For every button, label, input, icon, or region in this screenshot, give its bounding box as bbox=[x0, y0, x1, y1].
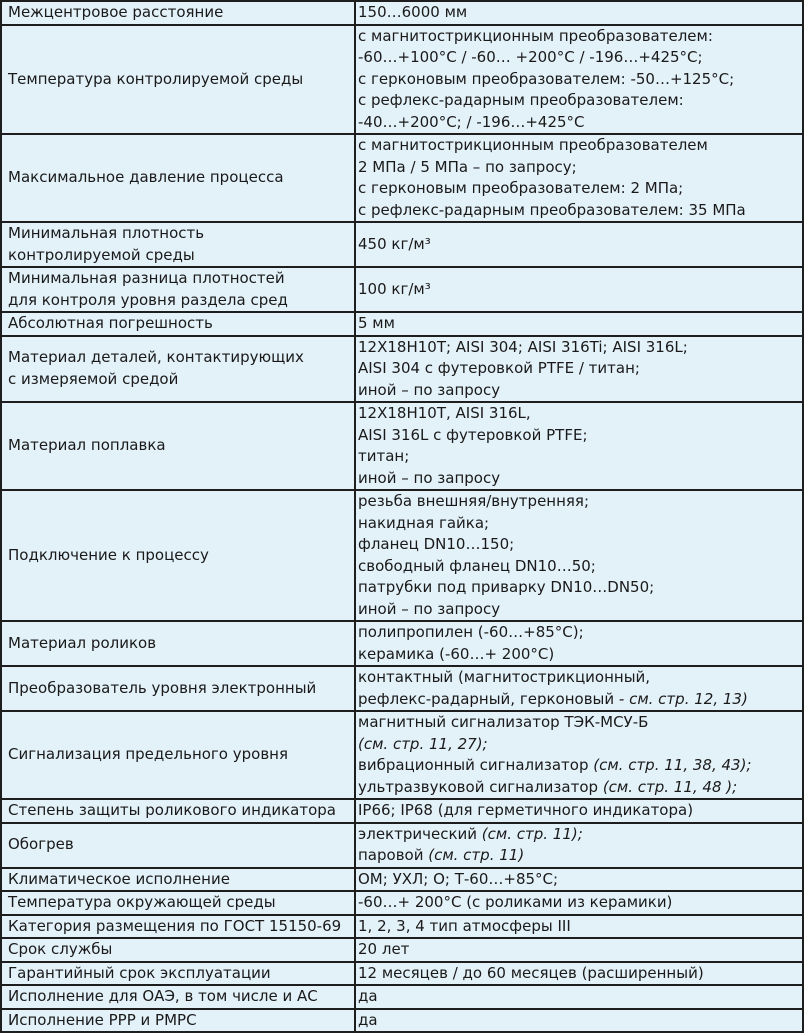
parameter-name-line: Подключение к процессу bbox=[8, 545, 209, 564]
value-text: AISI 316L с футеровкой PTFE; bbox=[358, 425, 588, 444]
value-text: контактный (магнитострикционный, bbox=[358, 668, 651, 686]
spec-row bbox=[1, 938, 803, 962]
spec-value-cell bbox=[355, 823, 803, 868]
spec-row bbox=[1, 868, 803, 892]
parameter-value-line bbox=[358, 69, 798, 91]
spec-parameter-cell bbox=[1, 891, 355, 915]
value-text: свободный фланец DN10…50; bbox=[358, 556, 596, 575]
value-text: AISI 304 с футеровкой PTFE / титан; bbox=[358, 359, 640, 377]
spec-parameter-cell bbox=[1, 711, 355, 799]
spec-value-cell bbox=[355, 915, 803, 939]
spec-value-cell bbox=[355, 336, 803, 403]
parameter-value-line bbox=[358, 556, 798, 578]
parameter-value-line bbox=[358, 644, 798, 666]
spec-value-cell bbox=[355, 25, 803, 135]
parameter-value-line bbox=[358, 986, 798, 1008]
spec-row bbox=[1, 962, 803, 986]
parameter-value-line bbox=[358, 178, 798, 200]
parameter-value-line bbox=[358, 712, 798, 734]
parameter-name-line: Абсолютная погрешность bbox=[8, 314, 213, 332]
value-text: патрубки под приварку DN10…DN50; bbox=[358, 578, 655, 596]
value-text: с магнитострикционным преобразователем bbox=[358, 136, 708, 154]
spec-row bbox=[1, 711, 803, 799]
value-text: электрический bbox=[358, 824, 482, 843]
value-text: 12Х18Н10Т, AISI 316L, bbox=[358, 404, 531, 422]
parameter-value-line bbox=[358, 755, 798, 777]
spec-parameter-cell bbox=[1, 1009, 355, 1033]
spec-row bbox=[1, 1009, 803, 1033]
spec-row bbox=[1, 336, 803, 403]
spec-row bbox=[1, 915, 803, 939]
spec-parameter-cell bbox=[1, 1, 355, 25]
value-text: вибрационный сигнализатор bbox=[358, 756, 594, 774]
value-text: -60…+ 200°С (с роликами из керамики) bbox=[358, 893, 673, 911]
spec-row bbox=[1, 799, 803, 823]
spec-row bbox=[1, 490, 803, 621]
parameter-value-line bbox=[358, 667, 798, 689]
parameter-value-line bbox=[358, 26, 798, 48]
value-text: ультразвуковой сигнализатор bbox=[358, 777, 603, 796]
spec-value-cell bbox=[355, 1009, 803, 1033]
spec-value-cell bbox=[355, 962, 803, 986]
parameter-value-line bbox=[358, 916, 798, 938]
spec-row bbox=[1, 985, 803, 1009]
parameter-value-line bbox=[358, 491, 798, 513]
parameter-value-line bbox=[358, 2, 798, 24]
spec-value-cell bbox=[355, 134, 803, 222]
parameter-value-line bbox=[358, 513, 798, 535]
parameter-value-line bbox=[358, 200, 798, 222]
value-text: 12Х18Н10Т; AISI 304; AISI 316Ti; AISI 316L; bbox=[358, 337, 688, 356]
value-text: рефлекс-радарный, герконовый bbox=[358, 689, 619, 708]
value-text: титан; bbox=[358, 447, 410, 465]
spec-row bbox=[1, 891, 803, 915]
spec-parameter-cell bbox=[1, 402, 355, 490]
spec-row bbox=[1, 621, 803, 666]
spec-value-cell bbox=[355, 490, 803, 621]
parameter-name-line: Срок службы bbox=[8, 940, 113, 958]
spec-row bbox=[1, 402, 803, 490]
spec-parameter-cell bbox=[1, 868, 355, 892]
value-text: да bbox=[358, 987, 378, 1005]
value-text: 5 мм bbox=[358, 314, 395, 332]
parameter-name-line: Температура контролируемой среды bbox=[8, 69, 304, 88]
value-text: 450 кг/м³ bbox=[358, 234, 431, 253]
value-text: магнитный сигнализатор ТЭК-МСУ-Б bbox=[358, 713, 649, 731]
parameter-name-line: Сигнализация предельного уровня bbox=[8, 745, 288, 764]
parameter-value-line bbox=[358, 90, 798, 112]
spec-parameter-cell bbox=[1, 267, 355, 312]
parameter-value-line bbox=[358, 824, 798, 846]
parameter-value-line bbox=[358, 963, 798, 985]
parameter-name-line: Обогрев bbox=[8, 835, 74, 854]
parameter-name-line: контролируемой среды bbox=[8, 245, 195, 264]
spec-row bbox=[1, 267, 803, 312]
parameter-name-line: Преобразователь уровня электронный bbox=[8, 678, 317, 697]
value-text: резьба внешняя/внутренняя; bbox=[358, 492, 590, 510]
value-text: керамика (-60…+ 200°C) bbox=[358, 644, 555, 663]
value-text: с герконовым преобразователем: 2 МПа; bbox=[358, 179, 684, 197]
value-text: с герконовым преобразователем: -50…+125°C; bbox=[358, 69, 735, 88]
value-text: с магнитострикционным преобразователем: bbox=[358, 26, 713, 45]
value-text: 100 кг/м³ bbox=[358, 279, 431, 298]
spec-value-cell bbox=[355, 985, 803, 1009]
parameter-value-line bbox=[358, 468, 798, 490]
parameter-value-line bbox=[358, 112, 798, 134]
value-text: иной – по запросу bbox=[358, 468, 501, 487]
spec-value-cell bbox=[355, 267, 803, 312]
spec-parameter-cell bbox=[1, 134, 355, 222]
value-text: 20 лет bbox=[358, 940, 410, 958]
spec-row bbox=[1, 666, 803, 711]
parameter-name-line: Максимальное давление процесса bbox=[8, 168, 284, 187]
spec-value-cell bbox=[355, 891, 803, 915]
spec-value-cell bbox=[355, 222, 803, 267]
parameter-value-line bbox=[358, 47, 798, 69]
spec-parameter-cell bbox=[1, 823, 355, 868]
parameter-value-line bbox=[358, 425, 798, 447]
spec-row bbox=[1, 823, 803, 868]
parameter-value-line bbox=[358, 777, 798, 799]
parameter-value-line bbox=[358, 599, 798, 621]
spec-parameter-cell bbox=[1, 938, 355, 962]
parameter-name-line: Температура окружающей среды bbox=[8, 893, 276, 911]
spec-value-cell bbox=[355, 312, 803, 336]
value-text: иной – по запросу bbox=[358, 599, 501, 618]
spec-table-body bbox=[1, 1, 803, 1032]
parameter-name-line: Материал поплавка bbox=[8, 436, 166, 455]
parameter-name-line: Минимальная плотность bbox=[8, 224, 205, 242]
parameter-value-line bbox=[358, 337, 798, 359]
spec-parameter-cell bbox=[1, 312, 355, 336]
spec-parameter-cell bbox=[1, 962, 355, 986]
spec-value-cell bbox=[355, 711, 803, 799]
spec-parameter-cell bbox=[1, 799, 355, 823]
parameter-name-line: Категория размещения по ГОСТ 15150-69 bbox=[8, 916, 342, 935]
page-reference-note: (см. стр. 11); bbox=[481, 824, 583, 843]
spec-row bbox=[1, 1, 803, 25]
value-text: накидная гайка; bbox=[358, 513, 490, 532]
value-text: иной – по запросу bbox=[358, 380, 501, 399]
spec-parameter-cell bbox=[1, 25, 355, 135]
parameter-name-line: с измеряемой средой bbox=[8, 369, 179, 388]
page-reference-note: (см. стр. 11) bbox=[428, 846, 525, 864]
parameter-value-line bbox=[358, 734, 798, 756]
value-text: полипропилен (-60…+85°C); bbox=[358, 623, 584, 641]
parameter-value-line bbox=[358, 358, 798, 380]
parameter-name-line: Минимальная разница плотностей bbox=[8, 269, 285, 287]
value-text: -40…+200°C; / -196…+425°C bbox=[358, 112, 585, 131]
page-reference-note: (см. стр. 11, 38, 43); bbox=[593, 756, 752, 774]
parameter-value-line bbox=[358, 279, 798, 301]
parameter-name-line: Климатическое исполнение bbox=[8, 869, 230, 888]
parameter-value-line bbox=[358, 403, 798, 425]
parameter-value-line bbox=[358, 892, 798, 914]
spec-value-cell bbox=[355, 621, 803, 666]
parameter-value-line bbox=[358, 534, 798, 556]
parameter-value-line bbox=[358, 157, 798, 179]
parameter-value-line bbox=[358, 234, 798, 256]
spec-parameter-cell bbox=[1, 666, 355, 711]
value-text: 1, 2, 3, 4 тип атмосферы III bbox=[358, 916, 571, 935]
spec-row bbox=[1, 222, 803, 267]
spec-value-cell bbox=[355, 868, 803, 892]
value-text: паровой bbox=[358, 846, 429, 864]
spec-value-cell bbox=[355, 938, 803, 962]
spec-parameter-cell bbox=[1, 915, 355, 939]
value-text: ОМ; УХЛ; О; Т-60…+85°С; bbox=[358, 869, 559, 888]
spec-parameter-cell bbox=[1, 985, 355, 1009]
value-text: 12 месяцев / до 60 месяцев (расширенный) bbox=[358, 963, 704, 982]
spec-row bbox=[1, 134, 803, 222]
parameter-value-line bbox=[358, 845, 798, 867]
parameter-value-line bbox=[358, 313, 798, 335]
spec-value-cell bbox=[355, 799, 803, 823]
parameter-name-line: Материал роликов bbox=[8, 633, 157, 652]
spec-row bbox=[1, 25, 803, 135]
page-reference-note: (см. стр. 11, 48 ); bbox=[602, 777, 738, 796]
value-text: с рефлекс-радарным преобразователем: 35 МПа bbox=[358, 200, 746, 219]
parameter-name-line: Исполнение для ОАЭ, в том числе и АС bbox=[8, 987, 318, 1005]
parameter-name-line: для контроля уровня раздела сред bbox=[8, 290, 288, 309]
parameter-value-line bbox=[358, 380, 798, 402]
value-text: -60…+100°C / -60… +200°C / -196…+425°C; bbox=[358, 48, 703, 66]
parameter-value-line bbox=[358, 135, 798, 157]
parameter-name-line: Материал деталей, контактирующих bbox=[8, 348, 304, 367]
parameter-name-line: Межцентровое расстояние bbox=[8, 3, 224, 21]
value-text: с рефлекс-радарным преобразователем: bbox=[358, 91, 684, 109]
spec-value-cell bbox=[355, 666, 803, 711]
parameter-value-line bbox=[358, 577, 798, 599]
value-text: IP66; IP68 (для герметичного индикатора) bbox=[358, 801, 694, 819]
parameter-value-line bbox=[358, 1010, 798, 1032]
parameter-value-line bbox=[358, 939, 798, 961]
spec-parameter-cell bbox=[1, 336, 355, 403]
page-reference-note: - см. стр. 12, 13) bbox=[618, 689, 748, 708]
value-text: 2 МПа / 5 МПа – по запросу; bbox=[358, 157, 577, 176]
page-reference-note: (см. стр. 11, 27); bbox=[358, 734, 488, 753]
parameter-value-line bbox=[358, 800, 798, 822]
value-text: 150…6000 мм bbox=[358, 3, 468, 21]
spec-value-cell bbox=[355, 1, 803, 25]
parameter-value-line bbox=[358, 446, 798, 468]
parameter-name-line: Гарантийный срок эксплуатации bbox=[8, 963, 271, 982]
spec-parameter-cell bbox=[1, 490, 355, 621]
spec-parameter-cell bbox=[1, 222, 355, 267]
parameter-value-line bbox=[358, 622, 798, 644]
spec-value-cell bbox=[355, 402, 803, 490]
parameter-value-line bbox=[358, 869, 798, 891]
spec-row bbox=[1, 312, 803, 336]
parameter-name-line: Исполнение РРР и РМРС bbox=[8, 1010, 197, 1029]
parameter-name-line: Степень защиты роликового индикатора bbox=[8, 801, 336, 819]
value-text: фланец DN10…150; bbox=[358, 535, 515, 553]
value-text: да bbox=[358, 1010, 378, 1029]
parameter-value-line bbox=[358, 689, 798, 711]
spec-parameter-cell bbox=[1, 621, 355, 666]
